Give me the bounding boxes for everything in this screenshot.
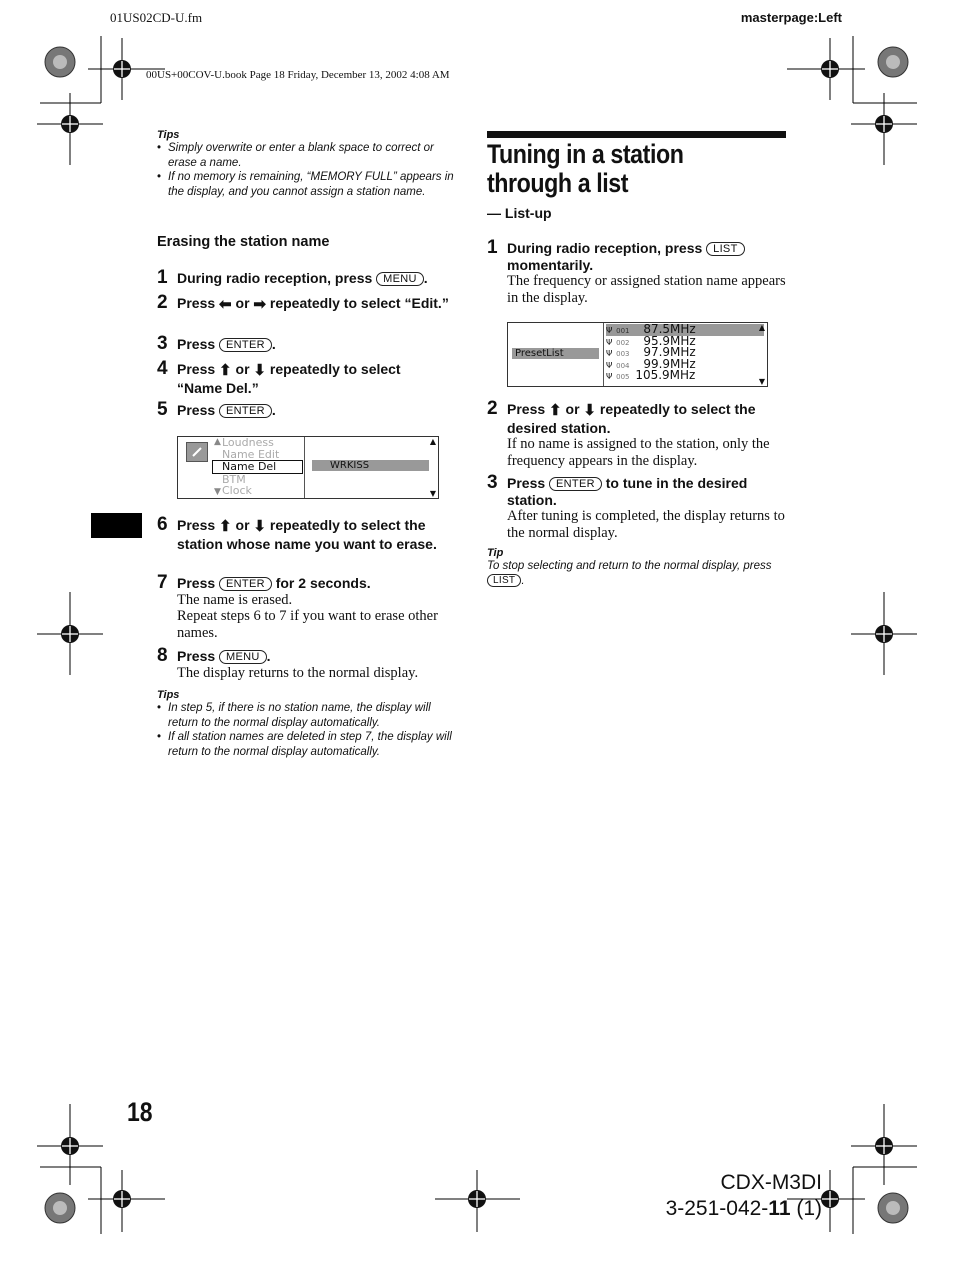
step-text: Press xyxy=(177,648,216,664)
antenna-icon: Ψ xyxy=(606,360,613,370)
step-6 xyxy=(157,514,457,552)
enter-key: ENTER xyxy=(219,338,272,352)
tips-title: Tips xyxy=(157,129,180,141)
code-bold: 11 xyxy=(768,1197,791,1220)
step-1 xyxy=(157,267,462,288)
tip-text-line xyxy=(487,559,787,588)
menu-item: Name Edit xyxy=(222,447,280,461)
step-body: After tuning is completed, the display returns to the normal display. xyxy=(507,508,785,541)
part-code xyxy=(666,1196,822,1222)
lcd-display-name-del xyxy=(177,436,439,499)
pencil-icon xyxy=(186,442,208,462)
up-arrow-icon: ⬆ xyxy=(219,362,232,379)
tip-text: . xyxy=(521,574,525,587)
step-number: 3 xyxy=(157,333,168,354)
tip-text: To stop selecting and return to the normal display, press xyxy=(487,560,772,572)
up-arrow-icon: ⬆ xyxy=(219,518,232,535)
model-name: CDX-M3DI xyxy=(720,1171,822,1194)
title-rule xyxy=(487,131,786,138)
step-text: Press xyxy=(177,402,216,418)
tip-item: • Simply overwrite or enter a blank space to correct or erase a name. xyxy=(157,141,462,170)
scroll-up-icon: ▲ xyxy=(758,323,765,332)
section-subtitle: — List-up xyxy=(487,205,552,221)
preset-channel: 001 xyxy=(616,327,630,335)
tip-item: • If no memory is remaining, “MEMORY FULL” appears in the display, and you cannot assign a station name. xyxy=(157,170,462,199)
scroll-down-icon: ▼ xyxy=(758,377,765,386)
model-block xyxy=(666,1170,822,1222)
step-body: The display returns to the normal display. xyxy=(177,664,419,681)
menu-item-selected: Name Del xyxy=(212,460,303,474)
menu-key: MENU xyxy=(219,650,267,664)
down-arrow-icon: ⬇ xyxy=(253,518,266,535)
preset-frequency: 99.9MHz xyxy=(643,356,696,371)
tip-block xyxy=(487,547,787,588)
step-number: 4 xyxy=(157,358,168,379)
antenna-icon: Ψ xyxy=(606,372,613,382)
enter-key: ENTER xyxy=(219,404,272,418)
enter-key: ENTER xyxy=(549,477,602,491)
up-arrow-icon: ⬆ xyxy=(549,402,562,419)
tip-title: Tip xyxy=(487,547,504,559)
step-number: 1 xyxy=(487,237,498,258)
header-masterpage: masterpage:Left xyxy=(740,10,842,25)
preset-channel: 005 xyxy=(616,373,630,382)
tips-block-top xyxy=(157,129,462,199)
scroll-down-icon: ▼ xyxy=(214,487,221,497)
tip-item: • In step 5, if there is no station name, the display will return to the normal display automatically. xyxy=(157,701,462,730)
scroll-up-icon: ▲ xyxy=(214,437,221,447)
right-step-3 xyxy=(487,472,787,541)
tips-title: Tips xyxy=(157,689,180,701)
scroll-down-icon: ▼ xyxy=(429,489,436,498)
preset-frequency: 105.9MHz xyxy=(635,368,696,383)
divider xyxy=(603,323,604,386)
code-prefix: 3-251-042- xyxy=(665,1197,769,1220)
step-text: Press xyxy=(507,475,546,491)
step-text: repeatedly to select the desired station. xyxy=(507,401,756,436)
enter-key: ENTER xyxy=(219,577,272,591)
menu-key: MENU xyxy=(376,272,424,286)
menu-item: Loudness xyxy=(222,436,274,449)
step-8 xyxy=(157,645,462,681)
antenna-icon: Ψ xyxy=(606,326,613,335)
page-number: 18 xyxy=(127,1097,153,1127)
down-arrow-icon: ⬇ xyxy=(253,362,266,379)
tips-block-bottom xyxy=(157,689,462,759)
step-text: repeatedly to select the station whose name you want to erase. xyxy=(177,517,437,552)
preset-channel: 002 xyxy=(616,338,630,347)
step-number: 8 xyxy=(157,645,168,666)
step-text: momentarily. xyxy=(507,256,594,273)
preset-frequency: 95.9MHz xyxy=(643,333,696,348)
step-body: If no name is assigned to the station, only the frequency appears in the display. xyxy=(507,436,770,469)
menu-item: Clock xyxy=(222,484,252,498)
preset-frequency: 97.9MHz xyxy=(643,345,696,360)
book-info-line: 00US+00COV-U.book Page 18 Friday, December 13, 2002 4:08 AM xyxy=(146,69,450,81)
list-key: LIST xyxy=(487,574,521,587)
step-number: 7 xyxy=(157,572,168,593)
right-arrow-icon: ➡ xyxy=(253,296,266,313)
step-text: to tune in the desired station. xyxy=(507,475,748,508)
preset-frequency: 87.5MHz xyxy=(643,322,696,336)
left-arrow-icon: ⬅ xyxy=(219,296,232,313)
step-number: 2 xyxy=(157,292,168,313)
antenna-icon: Ψ xyxy=(606,337,613,347)
menu-list xyxy=(222,437,303,497)
divider xyxy=(304,437,305,498)
step-4 xyxy=(157,358,447,396)
step-text: or xyxy=(235,361,250,377)
step-number: 6 xyxy=(157,514,168,535)
step-text: Press xyxy=(177,295,216,311)
step-text: Press xyxy=(177,517,216,533)
step-body: Repeat steps 6 to 7 if you want to erase other names. xyxy=(177,608,438,641)
antenna-icon: Ψ xyxy=(606,349,613,359)
step-text: Press xyxy=(177,336,216,352)
tip-item: • If all station names are deleted in step 7, the display will return to the normal display automatically. xyxy=(157,730,462,759)
step-text: . xyxy=(271,402,276,418)
step-3 xyxy=(157,333,457,354)
step-text: or xyxy=(565,401,580,417)
section-tab-marker xyxy=(91,513,142,538)
step-7 xyxy=(157,572,462,641)
lcd-display-preset-list xyxy=(507,322,768,387)
preset-row xyxy=(606,370,764,382)
step-text: . xyxy=(266,648,271,664)
step-text: Press xyxy=(177,361,216,377)
step-text: Press xyxy=(507,401,546,417)
step-number: 1 xyxy=(157,267,168,288)
down-arrow-icon: ⬇ xyxy=(583,402,596,419)
right-step-1 xyxy=(487,237,787,306)
list-key: LIST xyxy=(706,242,744,256)
preset-rows xyxy=(606,324,764,382)
section-heading: Erasing the station name xyxy=(157,234,330,250)
step-text: repeatedly to select “Edit.” xyxy=(269,295,449,311)
step-2 xyxy=(157,292,457,314)
step-text: or xyxy=(235,517,250,533)
step-number: 3 xyxy=(487,472,498,493)
preset-list-label: PresetList xyxy=(512,348,599,359)
code-suffix: (1) xyxy=(790,1197,822,1220)
step-text: for 2 seconds. xyxy=(275,575,371,591)
step-text: . xyxy=(271,336,276,352)
step-text: or xyxy=(235,295,250,311)
menu-item: BTM xyxy=(222,472,246,486)
step-text: Press xyxy=(177,575,216,591)
header-file: 01US02CD-U.fm xyxy=(110,10,203,25)
step-text: repeatedly to select “Name Del.” xyxy=(177,361,401,396)
section-title: Tuning in a station through a list xyxy=(487,139,684,198)
step-number: 5 xyxy=(157,399,168,420)
preset-channel: 003 xyxy=(616,350,630,359)
step-body: The frequency or assigned station name appears in the display. xyxy=(507,273,786,306)
step-5 xyxy=(157,399,457,420)
step-number: 2 xyxy=(487,398,498,419)
step-text: . xyxy=(423,270,428,286)
step-body: The name is erased. xyxy=(177,591,293,608)
right-step-2 xyxy=(487,398,787,469)
station-name-value: WRKISS xyxy=(312,460,429,471)
step-text: During radio reception, press xyxy=(177,270,373,286)
scroll-up-icon: ▲ xyxy=(429,437,436,446)
preset-channel: 004 xyxy=(616,361,630,370)
step-text: During radio reception, press xyxy=(507,240,703,256)
